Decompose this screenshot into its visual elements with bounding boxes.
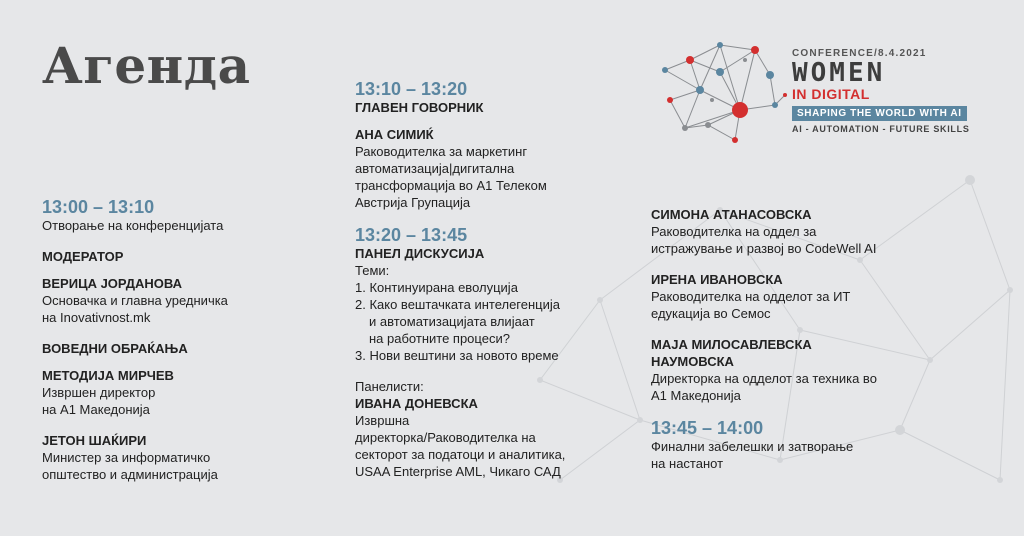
speaker-role: општество и администрација xyxy=(42,467,218,482)
panelist-role: директорка/Раководителка на xyxy=(355,430,536,445)
speaker-role: на А1 Македонија xyxy=(42,402,150,417)
keynote-heading: ГЛАВЕН ГОВОРНИК xyxy=(355,100,484,115)
logo-name: WOMEN xyxy=(792,58,886,88)
panelist-role: секторот за податоци и аналитика, xyxy=(355,447,566,462)
intro-heading: ВОВЕДНИ ОБРАЌАЊА xyxy=(42,341,188,356)
panelist-name: ИРЕНА ИВАНОВСКА xyxy=(651,272,783,287)
logo-network-nodes xyxy=(662,42,787,143)
page-title: Агенда xyxy=(42,36,251,95)
keynote-role: автоматизација|дигитална xyxy=(355,161,515,176)
time-slot-2: 13:10 – 13:20 xyxy=(355,79,468,99)
keynote-name: АНА СИМИЌ xyxy=(355,127,434,142)
keynote-role: Австрија Групација xyxy=(355,195,471,210)
speaker-name: ЈЕТОН ШАЌИРИ xyxy=(42,433,147,448)
closing-desc: на настанот xyxy=(651,456,724,471)
panelist-name: МАЈА МИЛОСАВЛЕВСКА xyxy=(651,337,812,352)
conference-logo xyxy=(792,48,1002,134)
opening-desc: Отворање на конференцијата xyxy=(42,218,224,233)
panelist-name: ИВАНА ДОНЕВСКА xyxy=(355,396,478,411)
logo-tagline: AI - AUTOMATION - FUTURE SKILLS xyxy=(792,124,970,134)
keynote-role: Раководителка за маркетинг xyxy=(355,144,528,159)
topics-list xyxy=(355,279,625,364)
list-item: 1. Континуирана еволуција xyxy=(355,280,518,295)
list-item: 3. Нови вештини за новото време xyxy=(355,348,559,363)
panelist-role: едукација во Семос xyxy=(651,306,771,321)
panelist-role: Извршна xyxy=(355,413,410,428)
logo-network-icon xyxy=(665,45,785,140)
panelist-name: НАУМОВСКА xyxy=(651,354,734,369)
panelist-role: USAA Enterprise AML, Чикаго САД xyxy=(355,464,561,479)
time-slot-4: 13:45 – 14:00 xyxy=(651,418,764,438)
panelist-role: Раководителка на оддел за xyxy=(651,224,817,239)
keynote-role: трансформација во А1 Телеком xyxy=(355,178,547,193)
list-item: 2. Како вештачката интелегенција xyxy=(355,297,560,312)
speaker-role: Извршен директор xyxy=(42,385,156,400)
agenda-column-3 xyxy=(651,206,951,472)
panelist-role: А1 Македонија xyxy=(651,388,741,403)
panel-heading: ПАНЕЛ ДИСКУСИЈА xyxy=(355,246,485,261)
conference-date: CONFERENCE/8.4.2021 xyxy=(792,48,927,59)
closing-desc: Финални забелешки и затворање xyxy=(651,439,854,454)
panelist-name: СИМОНА АТАНАСОВСКА xyxy=(651,207,812,222)
moderator-heading: МОДЕРАТОР xyxy=(42,249,124,264)
list-item: и автоматизацијата влијаат xyxy=(369,314,535,329)
panelists-label: Панелисти: xyxy=(355,379,424,394)
list-item: на работните процеси? xyxy=(369,331,510,346)
speaker-name: МЕТОДИЈА МИРЧЕВ xyxy=(42,368,174,383)
logo-subtitle: IN DIGITAL xyxy=(792,86,870,102)
agenda-column-1 xyxy=(42,197,322,483)
moderator-name: ВЕРИЦА ЈОРДАНОВА xyxy=(42,276,183,291)
panelist-role: истражување и развој во CodeWell AI xyxy=(651,241,877,256)
agenda-column-2 xyxy=(355,79,625,480)
moderator-role: на Inovativnost.mk xyxy=(42,310,151,325)
panelist-role: Директорка на одделот за техника во xyxy=(651,371,877,386)
speaker-role: Министер за информатичко xyxy=(42,450,211,465)
logo-banner: SHAPING THE WORLD WITH AI xyxy=(792,106,967,121)
time-slot-3: 13:20 – 13:45 xyxy=(355,225,468,245)
time-slot-1: 13:00 – 13:10 xyxy=(42,197,155,217)
panelist-role: Раководителка на одделот за ИТ xyxy=(651,289,851,304)
topics-label: Теми: xyxy=(355,263,390,278)
moderator-role: Основачка и главна уредничка xyxy=(42,293,228,308)
